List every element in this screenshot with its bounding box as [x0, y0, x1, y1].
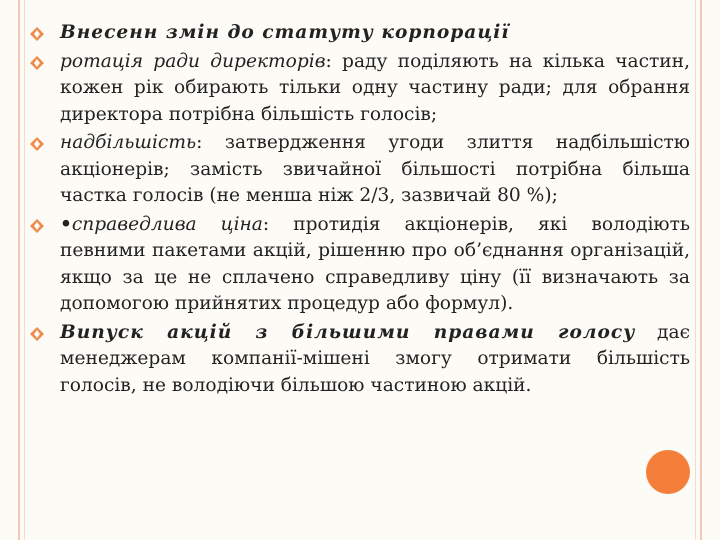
bullet-text: : затвердження угоди злиття надбільшістю акціонерів; замість звичайної більшості потрібна більша частка голосів (не менша ніж 2/3, зазвичай 80 %);	[60, 132, 690, 206]
bullet-item	[30, 320, 690, 400]
slide-content	[30, 20, 690, 401]
orange-diamond-bullet-icon	[30, 327, 44, 341]
bullet-text: дає менеджерам компанії-мішені змогу отримати більшість голосів, не володіючи більшою частиною акцій.	[60, 321, 690, 396]
orange-diamond-bullet-icon	[30, 27, 44, 41]
bullet-list	[30, 20, 690, 399]
orange-diamond-bullet-icon	[30, 219, 44, 233]
frame-line-left	[18, 0, 20, 540]
orange-diamond-bullet-icon	[30, 137, 44, 151]
bullet-title: справедлива ціна	[71, 213, 263, 235]
bullet-title: Випуск акцій з більшими правами голосу	[60, 321, 636, 343]
bullet-title: надбільшість	[60, 132, 197, 153]
bullet-text: : протидія акціонерів, які володіють певними пакетами акцій, рішенню про об’єднання організацій, якщо за це не сплачено справедливу ціну (її визначають за допомогою прийнятих процедур або формул).	[60, 213, 691, 314]
frame-line-right	[700, 0, 702, 540]
bullet-item	[30, 212, 690, 318]
bullet-item	[30, 49, 690, 129]
bullet-prefix: •	[60, 213, 72, 235]
bullet-item	[30, 130, 690, 210]
frame-line-left-inner	[24, 0, 25, 540]
bullet-title: ротація ради директорів	[60, 50, 326, 72]
decorative-orange-circle	[646, 450, 690, 494]
bullet-item	[30, 20, 690, 47]
bullet-title: Внесенн змін до статуту корпорації	[60, 22, 510, 43]
orange-diamond-bullet-icon	[30, 56, 44, 70]
bullet-text: : раду поділяють на кілька частин, кожен рік обирають тільки одну частину ради; для обрання директора потрібна більшість голосів;	[60, 50, 690, 125]
frame-line-right-inner	[695, 0, 696, 540]
